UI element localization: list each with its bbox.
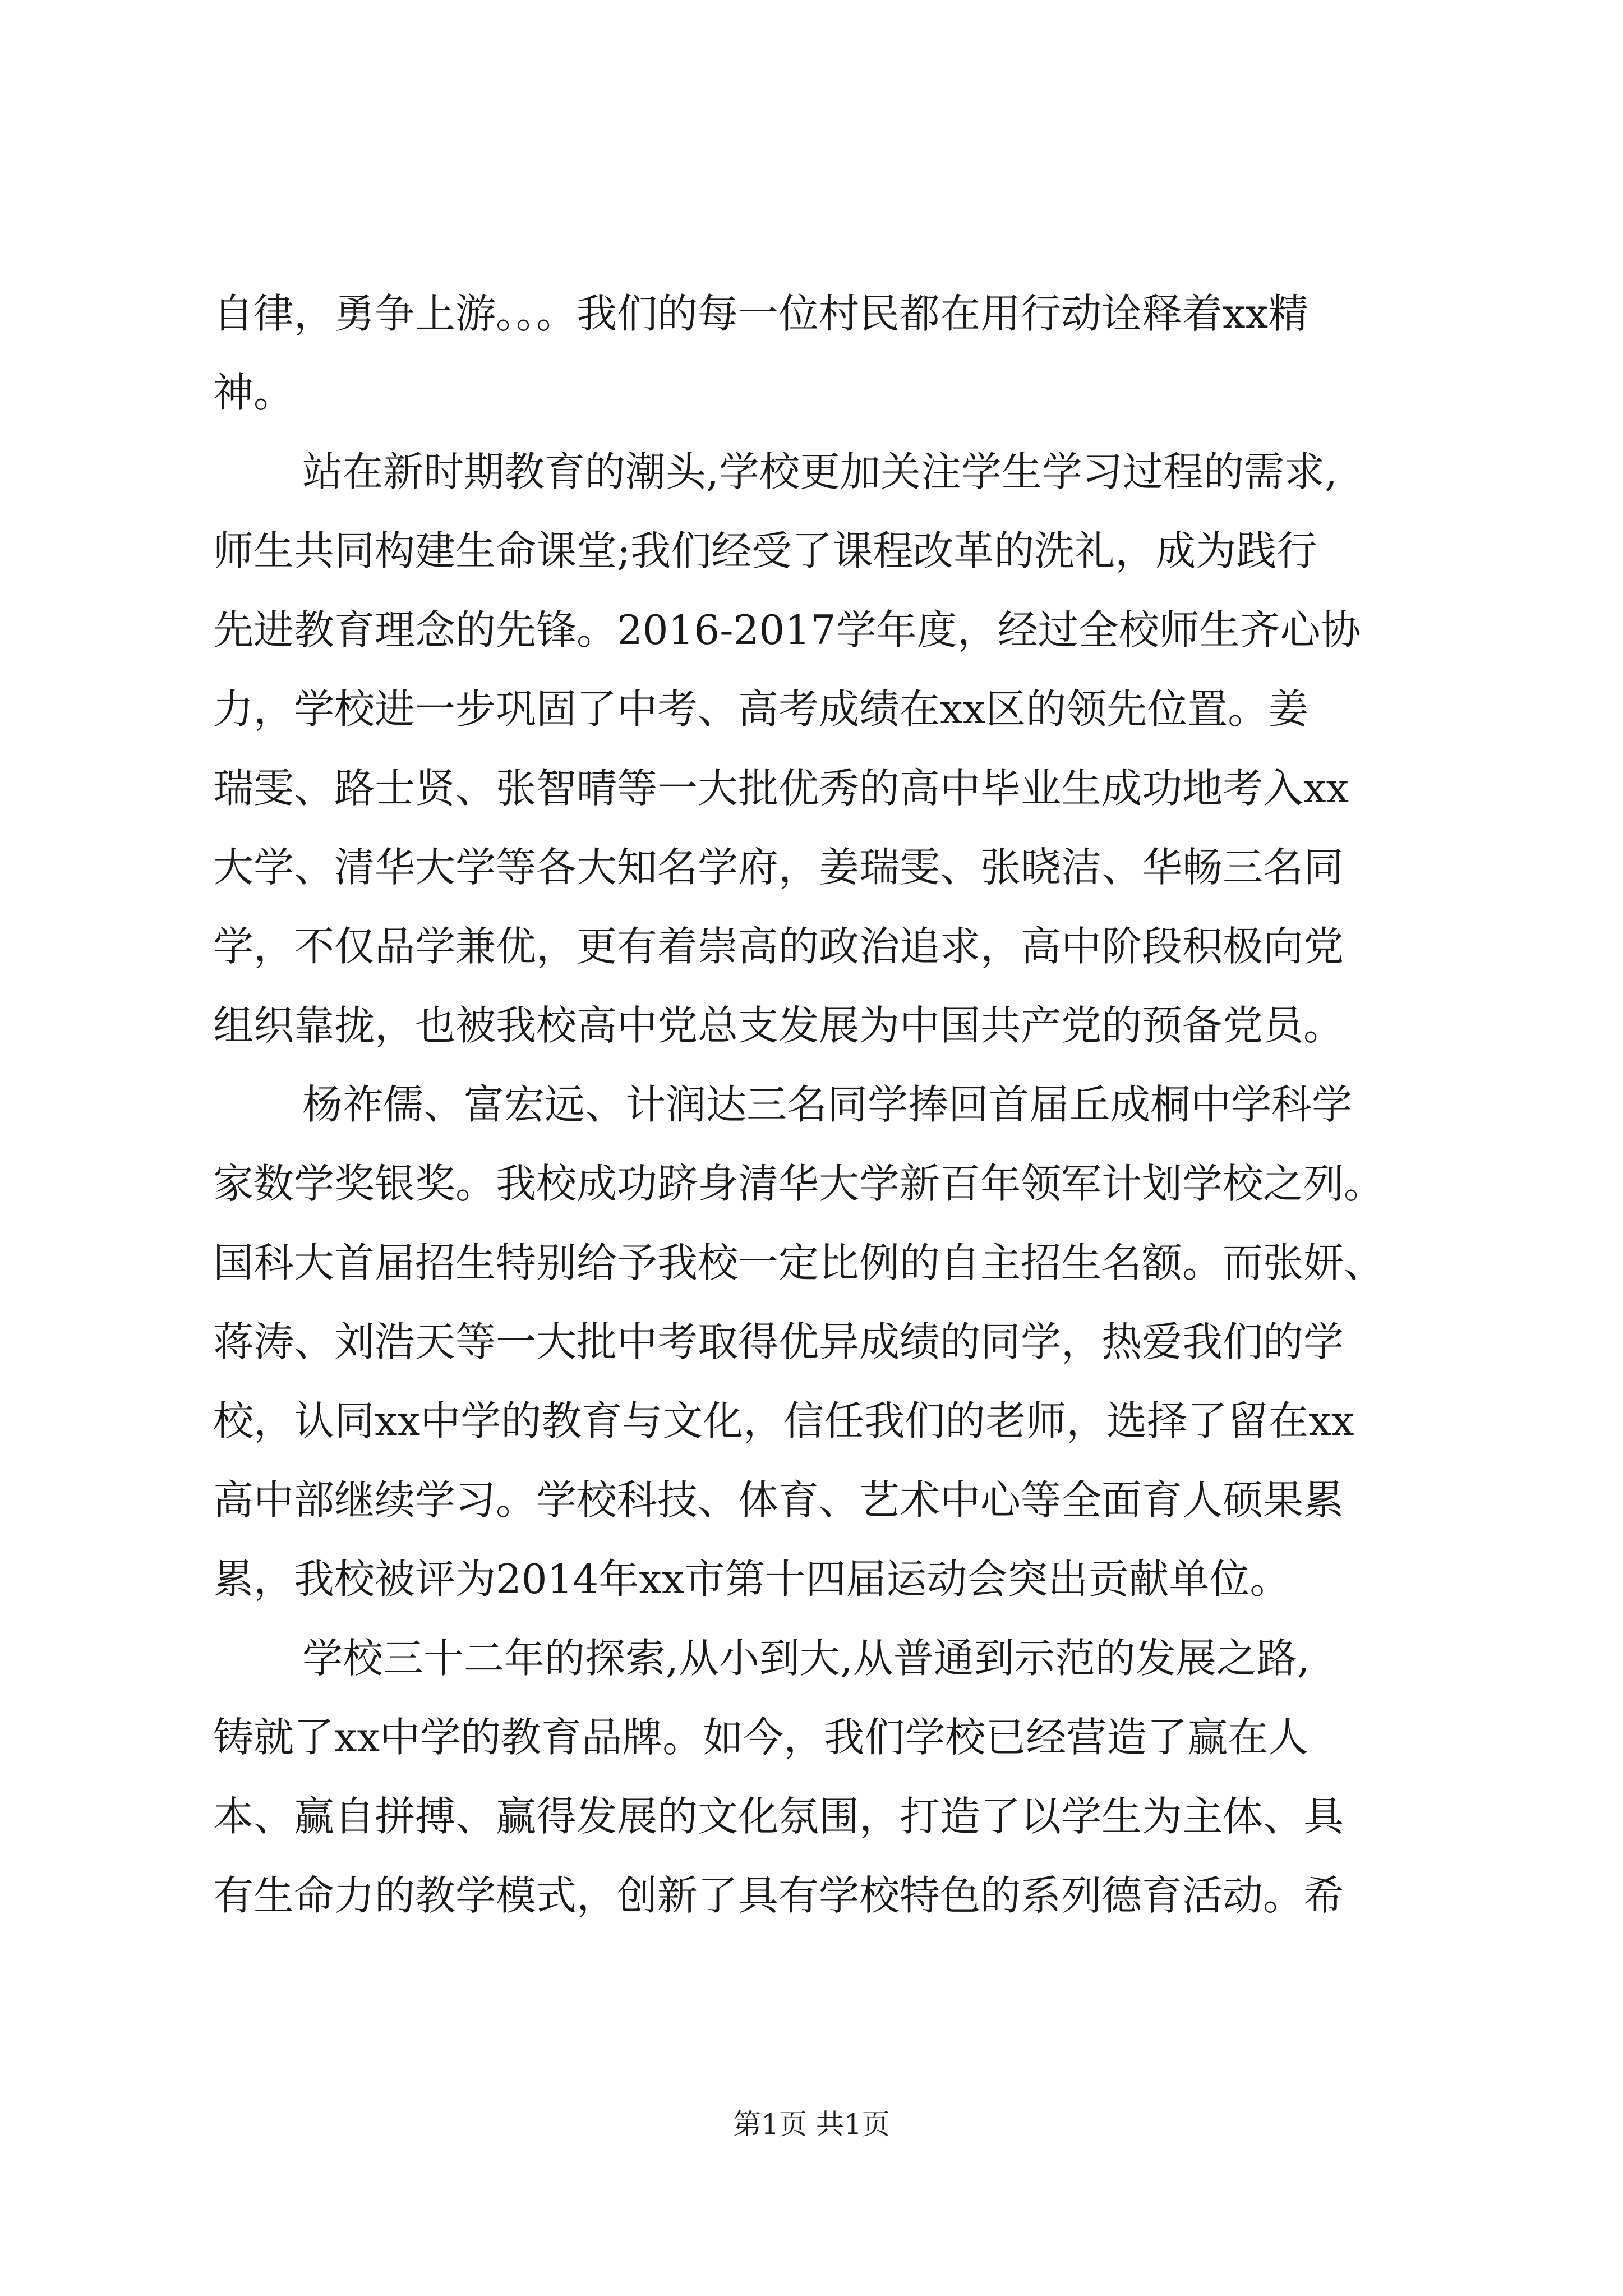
text-line: 力，学校进一步巩固了中考、高考成绩在xx区的领先位置。姜 <box>213 685 1309 733</box>
text-line: 瑞雯、路士贤、张智晴等一大批优秀的高中毕业生成功地考入xx <box>213 765 1349 812</box>
text-line: 杨祚儒、富宏远、计润达三名同学捧回首届丘成桐中学科学 <box>302 1081 1353 1128</box>
text-line: 蒋涛、刘浩天等一大批中考取得优异成绩的同学，热爱我们的学 <box>213 1318 1344 1365</box>
text-line: 先进教育理念的先锋。2016-2017学年度，经过全校师生齐心协 <box>213 606 1361 654</box>
text-line: 校，认同xx中学的教育与文化，信任我们的老师，选择了留在xx <box>213 1397 1354 1444</box>
text-line: 组织靠拢，也被我校高中党总支发展为中国共产党的预备党员。 <box>213 1002 1344 1049</box>
text-line: 站在新时期教育的潮头,学校更加关注学生学习过程的需求, <box>302 448 1338 495</box>
text-line: 有生命力的教学模式，创新了具有学校特色的系列德育活动。希 <box>213 1872 1344 1919</box>
page-footer: 第1页 共1页 <box>733 2108 890 2141</box>
text-line: 家数学奖银奖。我校成功跻身清华大学新百年领军计划学校之列。 <box>213 1160 1385 1207</box>
text-line: 累，我校被评为2014年xx市第十四届运动会突出贡献单位。 <box>213 1556 1290 1603</box>
text-line: 本、赢自拼搏、赢得发展的文化氛围，打造了以学生为主体、具 <box>213 1793 1344 1840</box>
text-line: 学校三十二年的探索,从小到大,从普通到示范的发展之路, <box>302 1635 1310 1682</box>
text-line: 学，不仅品学兼优，更有着崇高的政治追求，高中阶段积极向党 <box>213 923 1344 970</box>
text-line: 高中部继续学习。学校科技、体育、艺术中心等全面育人硕果累 <box>213 1476 1344 1524</box>
text-line: 师生共同构建生命课堂;我们经受了课程改革的洗礼，成为践行 <box>213 527 1317 574</box>
text-line: 神。 <box>213 369 294 416</box>
text-line: 自律，勇争上游。。。我们的每一位村民都在用行动诠释着xx精 <box>213 290 1309 337</box>
text-line: 国科大首届招生特别给予我校一定比例的自主招生名额。而张妍、 <box>213 1239 1385 1286</box>
text-line: 大学、清华大学等各大知名学府，姜瑞雯、张晓洁、华畅三名同 <box>213 844 1344 891</box>
text-line: 铸就了xx中学的教育品牌。如今，我们学校已经营造了赢在人 <box>213 1714 1309 1761</box>
